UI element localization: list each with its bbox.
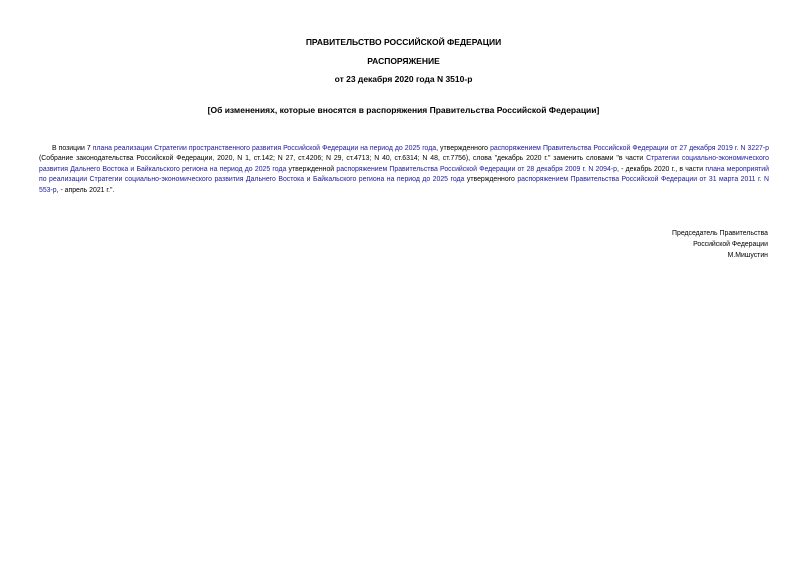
signature-name: М.Мишустин: [727, 252, 768, 259]
signature-block: [672, 228, 768, 261]
link-spatial-strategy-plan[interactable]: плана реализации Стратегии пространственного развития Российской Федерации на период до 2025 года: [92, 145, 437, 152]
link-order-2094-r[interactable]: распоряжением Правительства Российской Федерации от 28 декабря 2009 г. N 2094-р: [336, 165, 617, 173]
signature-title: Председатель Правительства: [672, 230, 768, 237]
link-far-east-strategy[interactable]: Стратегии социально-экономического развития Дальнего Востока и Байкальского региона на период до 2025 года: [39, 155, 770, 173]
link-order-3227-r[interactable]: распоряжением Правительства Российской Федерации от 27 декабря 2019 г. N 3227-р: [490, 145, 769, 152]
document-title: [Об изменениях, которые вносятся в распоряжения Правительства Российской Федерации]: [207, 105, 600, 115]
body-text: , - апрель 2021 г.".: [56, 186, 115, 194]
body-text: (Собрание законодательства Российской Федерации, 2020, N 1, ст.142; N 27, ст.4206; N 29, ст.4713; N 40, ст.6314; N 48, ст.7756), слова "декабрь 2020 г." заменить словами "в части: [39, 155, 647, 163]
link-far-east-action-plan[interactable]: плана мероприятий по реализации Стратегии социально-экономического развития Дальнего Востока и Байкальского региона на период до 2025 года: [39, 165, 769, 184]
body-text: В позиции 7: [52, 145, 93, 152]
signature-org: Российской Федерации: [693, 241, 768, 248]
body-text: утвержденного: [464, 176, 518, 184]
body-text: , - декабрь 2020 г., в части: [616, 165, 706, 173]
link-order-553-r[interactable]: распоряжением Правительства Российской Федерации от 31 марта 2011 г. N 553-р: [39, 176, 770, 194]
document-date-number: от 23 декабря 2020 года N 3510-р: [334, 74, 473, 84]
body-text: , утвержденного: [436, 145, 491, 152]
document-type-heading: РАСПОРЯЖЕНИЕ: [367, 56, 440, 66]
body-text: утвержденной: [286, 165, 337, 173]
document-body-paragraph: [39, 144, 769, 196]
government-heading: ПРАВИТЕЛЬСТВО РОССИЙСКОЙ ФЕДЕРАЦИИ: [305, 37, 502, 47]
